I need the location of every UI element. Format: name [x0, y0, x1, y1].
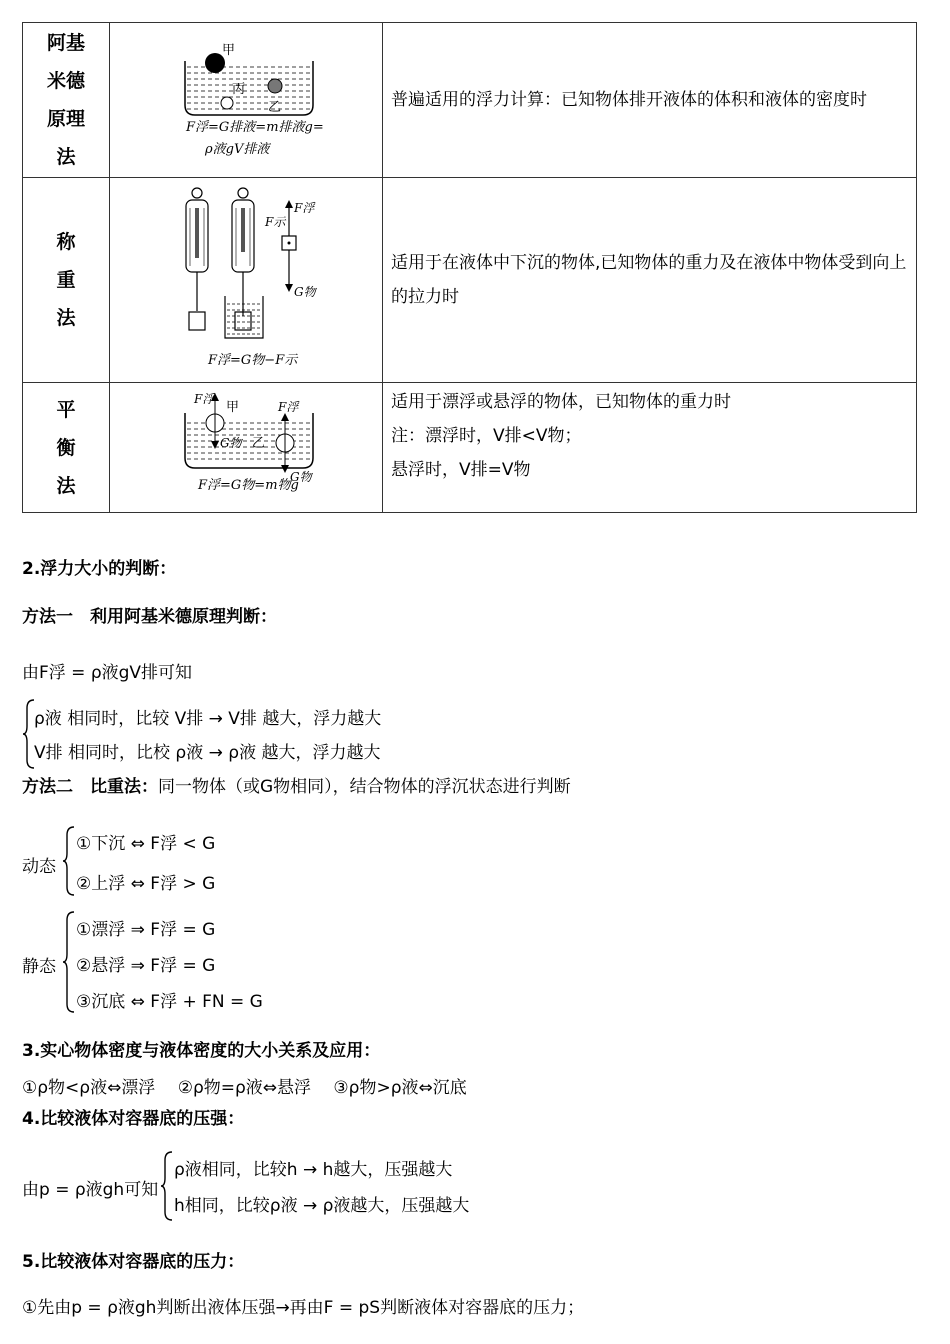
- label-yi: 乙: [252, 436, 266, 451]
- balance-diagram: [110, 383, 382, 508]
- table-row: [23, 178, 917, 383]
- table-row: [23, 23, 917, 178]
- dynamic-case-2: ②上浮 ⇔ F浮 > G: [76, 874, 216, 894]
- method-1-intro: 由F浮 = ρ液gV排可知: [22, 663, 193, 683]
- section-4-intro: 由p = ρ液gh可知: [22, 1180, 159, 1200]
- section-4-case-1: ρ液相同，比较h → h越大，压强越大: [174, 1160, 453, 1180]
- static-case-2: ②悬浮 ⇒ F浮 = G: [76, 956, 216, 976]
- balance-diagram-cell: [110, 383, 383, 513]
- dynamic-case-1: ①下沉 ⇔ F浮 < G: [76, 834, 216, 854]
- section-5-title: 5.比较液体对容器底的压力：: [22, 1252, 245, 1272]
- table-row: [23, 383, 917, 513]
- label-f-float: F浮: [294, 201, 315, 215]
- method-name-cell: 平 衡 法: [23, 383, 110, 513]
- description-cell: 适用于在液体中下沉的物体,已知物体的重力及在液体中物体受到向上的拉力时: [383, 178, 917, 383]
- method-2: 方法二 比重法：同一物体（或G物相同），结合物体的浮沉状态进行判断: [22, 777, 571, 797]
- static-label: 静态: [22, 957, 56, 977]
- label-jia: 甲: [226, 400, 240, 415]
- label-g: G物: [294, 285, 316, 299]
- section-3-title: 3.实心物体密度与液体密度的大小关系及应用：: [22, 1041, 381, 1061]
- description-cell: 普遍适用的浮力计算：已知物体排开液体的体积和液体的密度时: [383, 23, 917, 178]
- section-4-title: 4.比较液体对容器底的压强：: [22, 1109, 245, 1129]
- method-name-cell: 称 重 法: [23, 178, 110, 383]
- static-case-3: ③沉底 ⇔ F浮 + FN = G: [76, 992, 263, 1012]
- ball-yi: [268, 79, 282, 93]
- formula: F浮=G物−F示: [208, 353, 298, 368]
- formula: F浮=G排液=m排液g=: [186, 120, 324, 135]
- method-1-case-2: V排 相同时，比校 ρ液 → ρ液 越大，浮力越大: [34, 743, 381, 763]
- brace: [62, 825, 76, 897]
- label-f-show: F示: [265, 215, 286, 229]
- method-1-case-1: ρ液 相同时，比较 V排 → V排 越大，浮力越大: [34, 709, 382, 729]
- label-f-float: F浮: [194, 392, 215, 406]
- buoyancy-methods-table: [22, 22, 917, 513]
- ball-bing: [221, 97, 233, 109]
- formula: F浮=G物=m物g: [198, 478, 299, 493]
- label-g: G物: [290, 470, 312, 484]
- brace: [160, 1150, 174, 1222]
- label-jia: 甲: [222, 43, 236, 58]
- formula: ρ液gV排液: [205, 142, 270, 157]
- label-yi: 乙: [268, 100, 282, 115]
- weighing-diagram: [110, 178, 382, 378]
- method-name-cell: 阿基 米德 原理 法: [23, 23, 110, 178]
- section-4-case-2: h相同，比较ρ液 → ρ液越大，压强越大: [174, 1196, 470, 1216]
- section-5-line: ①先由p = ρ液gh判断出液体压强→再由F = pS判断液体对容器底的压力；: [22, 1298, 585, 1318]
- brace: [62, 910, 76, 1014]
- method-1-title: 方法一 利用阿基米德原理判断：: [22, 607, 277, 627]
- label-g: G物: [220, 436, 242, 450]
- dynamic-label: 动态: [22, 857, 56, 877]
- description-cell: 适用于漂浮或悬浮的物体，已知物体的重力时 注：漂浮时，V排<V物； 悬浮时，V排=V物: [383, 383, 917, 513]
- label-bing: 丙: [232, 82, 246, 97]
- static-case-1: ①漂浮 ⇒ F浮 = G: [76, 920, 216, 940]
- archimedes-diagram-cell: [110, 23, 383, 178]
- section-2-title: 2.浮力大小的判断：: [22, 559, 177, 579]
- label-f-float: F浮: [278, 400, 299, 414]
- weighing-diagram-cell: [110, 178, 383, 383]
- section-3-line: ①ρ物<ρ液⇔漂浮 ②ρ物=ρ液⇔悬浮 ③ρ物>ρ液⇔沉底: [22, 1078, 467, 1098]
- archimedes-diagram: [110, 23, 382, 173]
